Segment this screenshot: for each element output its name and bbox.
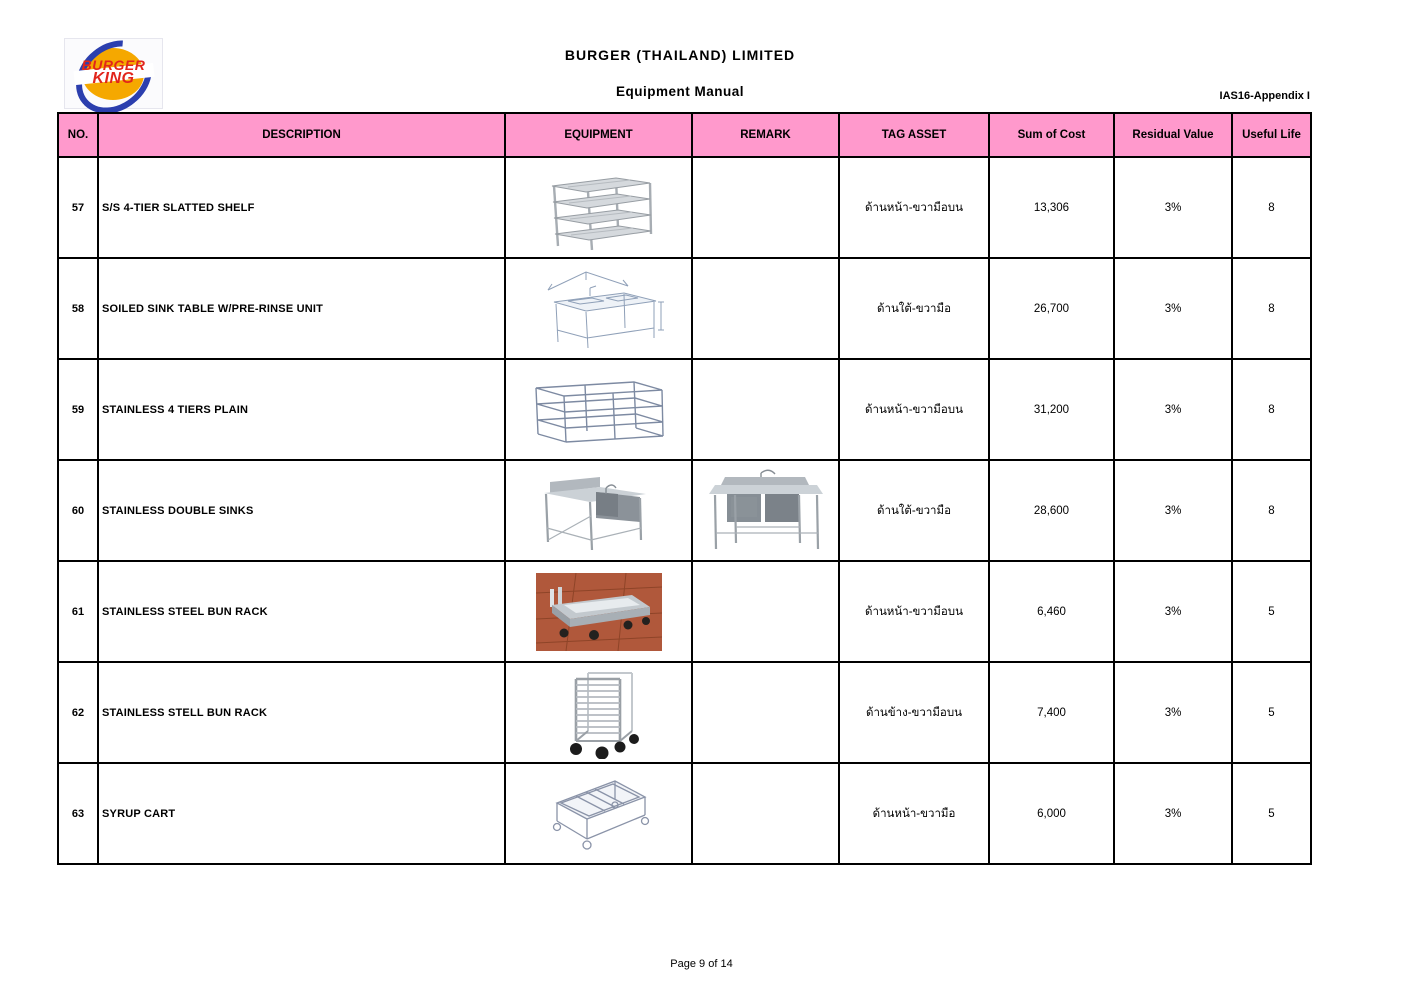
stainless-4-tiers-plain-drawing [528, 372, 670, 448]
equipment-cell [505, 359, 692, 460]
col-header-useful-life: Useful Life [1232, 113, 1311, 157]
col-header-tag-asset: TAG ASSET [839, 113, 989, 157]
residual-value-cell: 3% [1114, 359, 1232, 460]
corner-double-sink-photo [536, 470, 662, 552]
table-header-row [58, 113, 1311, 157]
table-row [58, 258, 1311, 359]
table-row [58, 359, 1311, 460]
equipment-cell [505, 157, 692, 258]
page-footer: Page 9 of 14 [670, 958, 733, 970]
remark-cell [692, 258, 839, 359]
bun-rack-trolley-image [550, 667, 648, 759]
row-number: 62 [58, 662, 98, 763]
residual-value-cell: 3% [1114, 662, 1232, 763]
useful-life-cell: 5 [1232, 763, 1311, 864]
tag-asset-cell: ด้านหน้า-ขวามือบน [839, 561, 989, 662]
row-number: 60 [58, 460, 98, 561]
useful-life-cell: 5 [1232, 662, 1311, 763]
equipment-cell [505, 460, 692, 561]
remark-cell [692, 359, 839, 460]
logo-text-burger: BURGER [81, 56, 146, 73]
residual-value-cell: 3% [1114, 157, 1232, 258]
tag-asset-cell: ด้านข้าง-ขวามือบน [839, 662, 989, 763]
residual-value-cell: 3% [1114, 460, 1232, 561]
tag-asset-cell: ด้านหน้า-ขวามือบน [839, 157, 989, 258]
sum-of-cost-cell: 7,400 [989, 662, 1114, 763]
row-number: 61 [58, 561, 98, 662]
tag-asset-cell: ด้านใต้-ขวามือ [839, 258, 989, 359]
sum-of-cost-cell: 6,000 [989, 763, 1114, 864]
remark-cell [692, 157, 839, 258]
remark-cell [692, 662, 839, 763]
sum-of-cost-cell: 26,700 [989, 258, 1114, 359]
appendix-reference: IAS16-Appendix I [1219, 90, 1310, 102]
row-number: 58 [58, 258, 98, 359]
logo-text-king: KING [92, 69, 135, 87]
equipment-cell [505, 763, 692, 864]
table-row [58, 763, 1311, 864]
col-header-sum-of-cost: Sum of Cost [989, 113, 1114, 157]
stainless-bun-rack-photo [536, 573, 662, 651]
description-cell: STAINLESS 4 TIERS PLAIN [98, 359, 505, 460]
residual-value-cell: 3% [1114, 561, 1232, 662]
remark-cell [692, 561, 839, 662]
col-header-residual-value: Residual Value [1114, 113, 1232, 157]
remark-cell [692, 460, 839, 561]
remark-cell [692, 763, 839, 864]
sum-of-cost-cell: 28,600 [989, 460, 1114, 561]
document-title: Equipment Manual [615, 84, 744, 99]
description-cell: STAINLESS DOUBLE SINKS [98, 460, 505, 561]
equipment-cell [505, 258, 692, 359]
sum-of-cost-cell: 6,460 [989, 561, 1114, 662]
col-header-description: DESCRIPTION [98, 113, 505, 157]
double-sink-remark-photo [705, 467, 827, 555]
description-cell: SOILED SINK TABLE W/PRE-RINSE UNIT [98, 258, 505, 359]
useful-life-cell: 8 [1232, 460, 1311, 561]
tag-asset-cell: ด้านหน้า-ขวามือบน [839, 359, 989, 460]
sum-of-cost-cell: 31,200 [989, 359, 1114, 460]
tag-asset-cell: ด้านหน้า-ขวามือ [839, 763, 989, 864]
company-title: BURGER (THAILAND) LIMITED [564, 47, 796, 63]
tag-asset-cell: ด้านใต้-ขวามือ [839, 460, 989, 561]
row-number: 63 [58, 763, 98, 864]
table-row [58, 561, 1311, 662]
equipment-table [57, 112, 1312, 865]
table-row [58, 662, 1311, 763]
useful-life-cell: 8 [1232, 258, 1311, 359]
col-header-no: NO. [58, 113, 98, 157]
row-number: 57 [58, 157, 98, 258]
useful-life-cell: 5 [1232, 561, 1311, 662]
sum-of-cost-cell: 13,306 [989, 157, 1114, 258]
description-cell: STAINLESS STELL BUN RACK [98, 662, 505, 763]
col-header-remark: REMARK [692, 113, 839, 157]
description-cell: SYRUP CART [98, 763, 505, 864]
table-row [58, 460, 1311, 561]
useful-life-cell: 8 [1232, 359, 1311, 460]
residual-value-cell: 3% [1114, 258, 1232, 359]
useful-life-cell: 8 [1232, 157, 1311, 258]
description-cell: S/S 4-TIER SLATTED SHELF [98, 157, 505, 258]
description-cell: STAINLESS STEEL BUN RACK [98, 561, 505, 662]
equipment-cell [505, 662, 692, 763]
four-tier-slatted-shelf-image [538, 166, 660, 250]
equipment-cell-spacer: 59 [58, 359, 98, 460]
residual-value-cell: 3% [1114, 763, 1232, 864]
col-header-equipment: EQUIPMENT [505, 113, 692, 157]
soiled-sink-table-drawing [530, 268, 668, 350]
syrup-cart-drawing [543, 769, 655, 859]
equipment-cell [505, 561, 692, 662]
table-row [58, 157, 1311, 258]
